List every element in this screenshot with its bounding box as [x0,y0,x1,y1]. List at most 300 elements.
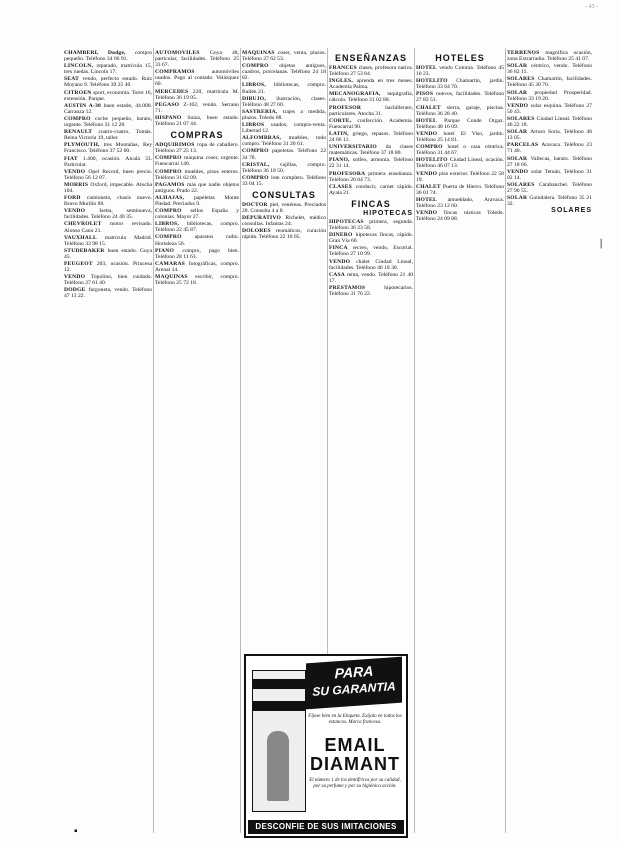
column-1 [64,50,152,840]
ad-text: Guindalera. Teléfono 35 21 32. [507,195,592,208]
ad-text: matrícula Madrid. Teléfono 33 98 15. [64,234,152,247]
ad-text: clases, profesora nativa. Teléfono 27 53 84. [329,65,413,78]
classified-ad [329,157,413,169]
classified-ad [64,90,152,102]
ad-text: camioneta, chasis nuevo. Bravo Murillo 88. [64,195,152,208]
ad-text: compro, pago bien. Teléfono 28 11 63. [155,247,239,260]
classified-ad [64,142,152,154]
brand-line-2: DIAMANT [310,754,400,774]
ad-list [507,50,592,207]
ad-text: nuevos, facilidades. Teléfono 27 83 51. [416,91,504,104]
classified-ad [155,50,239,68]
column-rule [505,48,506,833]
ad-keyword: SOLAR [507,63,531,70]
classified-ad [416,157,504,169]
registration-mark-icon: ▪ [322,828,326,839]
ad-keyword: INGLES, [329,78,357,85]
classified-ad [329,184,413,196]
classified-ad [416,144,504,156]
ad-keyword: VENDO [329,258,357,265]
column-3 [242,50,326,650]
ad-keyword: SOLARES [507,181,539,188]
classified-ad [507,116,592,128]
ad-text: reumáticos, curación rápida. Teléfono 22 10 05. [242,228,326,241]
ad-text: usados, compra-venta. Libertad 12. [242,122,326,135]
classified-ad [416,65,504,77]
ad-text: máquina coser, urgente. Fuencarral 140. [155,155,239,168]
ad-keyword: MECANOGRAFIA, [329,91,388,98]
ad-keyword: CHALET [416,183,443,190]
ad-keyword: HOTELITO [416,157,450,164]
classified-ad [242,162,326,174]
ad-keyword: VENDO [507,168,532,175]
ad-text: magnífica ocasión, zona Extrarradio. Teléfono 25 41 07. [507,50,592,63]
classified-ad [64,169,152,181]
classified-ad [155,221,239,233]
ad-text: compro pequeño. Teléfono 34 66 91. [64,50,152,63]
classified-ad [507,76,592,88]
classified-ad [329,91,413,103]
section-heading-hoteles: HOTELES [435,53,485,63]
classified-ad [64,235,152,247]
ad-keyword: PIANO [155,247,183,254]
classified-ad [64,63,152,75]
classified-ad [416,91,504,103]
classified-ad [416,197,504,209]
ad-keyword: DODGE [64,287,89,294]
classified-ad [329,171,413,183]
ad-text: hipotecarios. Teléfono 31 76 22. [329,284,413,297]
ad-text: Suiza, buen estado. Teléfono 21 07 44. [155,114,239,128]
ad-keyword: CASA [329,271,347,278]
ad-text: Oxford, impecable. Atocha 104. [64,181,152,194]
ad-list [329,65,413,196]
ad-keyword: MORRIS [64,181,91,188]
ad-text: piso exterior. Teléfono 22 58 19. [416,170,504,183]
ad-list [242,50,326,187]
classified-ad [242,109,326,121]
classified-ad [329,259,413,271]
soldier-figure-illustration [267,731,289,801]
section-heading-compras: COMPRAS [170,130,224,141]
ad-keyword: PROFESOR [329,104,386,111]
column-5 [416,50,504,840]
ad-text: papeletas. Teléfono 22 34 78. [242,148,326,161]
classified-ad [507,169,592,181]
ad-keyword: CAMARAS [155,260,189,267]
ad-keyword: FRANCES [329,65,359,71]
ad-keyword: FORD [64,195,87,202]
section-heading-consultas: CONSULTAS [252,189,316,200]
ad-keyword: HOTEL [416,117,445,124]
classified-ad [242,215,326,227]
classified-ad [64,129,152,141]
ad-text: solar esquina. Teléfono 27 50 43. [507,102,592,115]
ad-text: ropa de caballero. Teléfono 27 25 13. [155,142,239,155]
ad-text: Carabanchel. Teléfono 27 90 55. [507,181,592,194]
ad-text: Vallecas, barato. Teléfono 27 18 66. [507,155,592,168]
ad-text: piel, venéreas. Preciados 20. Consulta 4 a 8. [242,201,326,215]
ad-keyword: SOLAR [507,155,531,162]
ad-keyword: VENDO [416,130,444,137]
ad-text: 203, ocasión. Princesa 12. [64,261,152,274]
ad-keyword: HOTEL [416,65,440,71]
classified-ad [64,182,152,194]
ad-keyword: STUDEBAKER [64,247,108,254]
ad-text: hipotecas fincas, rápido. Gran Vía 60. [329,232,413,245]
classified-ad [329,105,413,117]
ad-keyword: DOCTOR [242,201,270,208]
registration-mark-icon: | [600,238,603,249]
classified-ad [507,156,592,168]
page-corner-mark: - 43 - [585,4,598,10]
ad-list [64,50,152,300]
ad-keyword: VENDO [416,210,444,217]
ad-text: hotel El Viso, jardín. Teléfono 25 14 81. [416,130,504,144]
ad-keyword: LIBROS, [242,82,275,89]
ad-keyword: CORTE, [329,117,358,124]
classified-ad [155,234,239,246]
classified-ad [329,65,413,77]
ad-text: aprenda en tres meses. Academia Palma. [329,78,413,91]
ad-keyword: DEPURATIVO [242,215,286,222]
ad-text: Chamartín, jardín. Teléfono 33 64 70. [416,78,504,91]
ad-list [155,142,239,286]
classified-ad [155,248,239,260]
ad-text: bibliotecas, compro. Bailén 21. [242,82,326,95]
ad-keyword: TERRENOS [507,50,546,56]
ad-blurb: Fíjese bien en la Etiqueta. Exíjalo en todos los estancos. Marca francesa. [308,714,402,725]
classified-ad [242,122,326,134]
classified-ad [155,261,239,273]
classified-ad [416,131,504,143]
classified-ad [155,274,239,286]
classified-ad [416,171,504,183]
ad-keyword: CHALET [416,104,447,111]
ad-keyword: VENDO [64,208,100,215]
ad-text: lote completo. Teléfono 33 04 15. [242,174,326,187]
ad-keyword: HISPANO [155,114,188,121]
ad-list [242,202,326,241]
ad-keyword: VENDO [64,168,89,175]
ad-list [416,65,504,222]
ad-text: solar Tetuán. Teléfono 31 02 14. [507,168,592,181]
ad-text: fincas rústicas Toledo. Teléfono 24 09 88. [416,210,504,223]
ad-text: Opel Record, buen precio. Teléfono 56 12 07. [64,168,152,181]
ad-keyword: ALFOMBRAS, [242,135,289,142]
classified-ad [64,116,152,128]
ad-text: 220, matrícula M. Teléfono 36 19 05. [155,88,239,101]
section-heading-ensenanzas: ENSEÑANZAS [334,53,407,63]
ad-keyword: CITROEN [64,89,94,96]
ad-text: coche pequeño, barato, urgente. Teléfono 31 12 28. [64,115,152,129]
ad-keyword: DIBUJO, [242,95,277,102]
ad-text: Topolino, bien cuidado. Teléfono 27 61 40. [64,274,152,287]
ad-list [329,219,413,297]
classified-ad [329,219,413,231]
ad-text: Isetta, seminueva, facilidades. Teléfono 24 40 35. [64,208,152,221]
ad-text: Aravaca. Teléfono 23 71 40. [507,142,592,155]
ad-keyword: VENDO [416,170,439,177]
classified-ad [329,232,413,244]
ad-text: hotel o casa céntrica. Teléfono 31 44 67. [416,144,504,157]
ad-keyword: LIBROS [242,122,271,129]
ad-keyword: PISOS [416,91,437,98]
ad-keyword: COMPRO [242,148,273,155]
ad-keyword: MAQUINAS [155,274,196,280]
ad-text: Puerta de Hierro. Teléfono 36 01 74. [416,183,504,196]
classified-ad [329,272,413,284]
ad-text: objetos antiguos, cuadros, porcelanas. Teléfono 24 18 82. [242,63,326,82]
classified-ad [242,148,326,160]
column-4 [329,50,413,650]
ad-text: aparatos radio. Hortaleza 56. [155,234,239,247]
ad-keyword: LINCOLN, [64,63,97,70]
ad-text: Richelet, médico consultas. Infantas 24. [242,215,326,228]
ad-text: automóviles usados. Pago al contado. Velázquez 60. [155,69,239,88]
ad-keyword: CHAMBERI, Dodge, [64,50,135,56]
classified-ad [155,208,239,220]
classified-ad [329,144,413,156]
ad-keyword: FINCA [329,245,353,252]
ad-keyword: RENAULT [64,129,99,136]
classified-ad [155,195,239,207]
classified-ad [242,96,326,108]
ad-keyword: SEAT [64,76,83,83]
ad-keyword: DINERO [329,232,356,239]
ad-keyword: COMPRO [242,63,280,70]
classified-ad [155,155,239,167]
classified-ad [329,131,413,143]
ad-keyword: CLASES [329,183,356,190]
section-heading-solares: SOLARES [551,207,592,215]
ad-text: sellos España y colonias. Mayor 27. [155,208,239,221]
ad-keyword: HIPOTECAS [329,218,370,225]
box-stripe [253,679,305,689]
ad-keyword: SOLARES [507,115,537,122]
ad-text: confección. Academia. Fuencarral 90. [329,117,413,130]
classified-ad [155,102,239,114]
ad-keyword: HOTEL [416,196,448,203]
ad-keyword: PEGASO [155,101,184,108]
ad-keyword: COMPRO [416,144,448,151]
ad-text: reparado, matrícula 15, tres ruedas. Lincoln 17. [64,63,152,76]
ad-text: muebles, pisos enteros. Teléfono 31 62 09. [155,168,239,181]
classified-ad [242,63,326,81]
ad-text: chalet Ciudad Lineal, facilidades. Teléfono 46 18 30. [329,258,413,271]
ad-text: vendo, perfecto estado. Ruiz Moyano 9. Teléfono 39 25 40. [64,76,152,89]
ad-text: vajillas, compro. Teléfono 36 18 50. [242,161,326,174]
classified-ad [64,50,152,62]
ad-text: taquigrafía, cálculo. Teléfono 31 02 88. [329,91,413,104]
classified-ad [416,184,504,196]
ad-keyword: CHEVROLET [64,221,110,228]
classified-ad [64,195,152,207]
toothpaste-box-illustration [252,670,306,812]
ad-text: renta, vendo. Teléfono 21 40 17. [329,271,413,284]
ad-text: Arturo Soria. Teléfono 46 13 05. [507,129,592,142]
section-heading-fincas: FINCAS [351,198,391,209]
ad-text: da clases matemáticas. Teléfono 37 18 80. [329,144,413,157]
ad-list [155,50,239,127]
ad-text: primera, segunda. Teléfono 36 23 58. [329,218,413,232]
banner-line-1: PARA [334,662,374,682]
column-2 [155,50,239,840]
ad-text: solfeo, armonía. Teléfono 22 31 14. [329,157,413,170]
classified-ad [507,142,592,154]
ad-description: El número 1 de los dentífricos por su calidad, por su perfume y por su higiénica acción. [309,778,401,789]
classified-ad [155,182,239,194]
ad-keyword: DOLORES [242,228,276,235]
banner-line-2: SU GARANTIA [312,679,396,699]
classified-ad [64,76,152,88]
classified-ad [507,129,592,141]
classified-ad [155,142,239,154]
ad-keyword: LATIN, [329,130,353,137]
ad-keyword: SOLAR [507,129,531,136]
classified-ad [416,105,504,117]
column-6 [507,50,592,840]
classified-ad [329,78,413,90]
classified-ad [64,156,152,168]
classified-ad [64,248,152,260]
classified-ad [242,135,326,147]
classified-ad [155,69,239,87]
ad-keyword: FIAT [64,155,83,162]
ad-keyword: PAGAMOS [155,181,187,188]
ad-keyword: AUSTIN A-30 [64,102,104,109]
classified-ad [329,245,413,257]
classified-ad [242,50,326,62]
classified-ad [329,118,413,130]
classified-ad [64,274,152,286]
ad-brand [308,736,402,774]
classified-ad [155,89,239,101]
ad-text: cuatro-cuatro, Tomás. Reina Victoria 19, taller. [64,129,152,142]
ad-keyword: HOTELITO [416,78,457,85]
ad-keyword: VENDO [507,102,531,109]
classified-ad [416,78,504,90]
ad-text: motor revisado. Alonso Cano 21. [64,221,152,234]
ad-keyword: ALHAJAS, [155,194,194,201]
ad-keyword: PRESTAMOS [329,284,385,291]
ad-text: sierra, garaje, piscina. Teléfono 36 28 40. [416,104,504,117]
ad-keyword: SOLAR [507,195,530,202]
ad-keyword: PARCELAS [507,142,542,149]
classified-ad [64,221,152,233]
ad-text: buen estado. Goya 45. [64,247,152,260]
ad-text: sport, economía. Torre 16, extensión. Parque. [64,89,152,102]
classified-ad [507,90,592,102]
ad-keyword: MAQUINAS [242,50,278,56]
classified-ad [64,287,152,299]
classified-ad [329,285,413,297]
ad-text: muebles, todo compro. Teléfono 31 20 61. [242,135,326,148]
ad-text: escribir, compro. Teléfono 25 72 18. [155,274,239,287]
ad-keyword: COMPRO [64,115,95,122]
column-rule [153,48,154,833]
classified-ad [507,63,592,75]
ad-text: bibliotecas, compro. Teléfono 22 45 87. [155,221,239,234]
ad-text: Goya 48, particular, facilidades. Teléfono 25 33 67. [155,50,239,69]
ad-text: amueblado, Aravaca. Teléfono 23 12 60. [416,196,504,209]
ad-keyword: COMPRO [155,234,195,241]
ad-text: ilustración, clases. Teléfono 48 27 60. [242,95,326,108]
ad-keyword: PEUGEOT [64,261,97,267]
classified-ad [155,115,239,127]
ad-text: recreo, vendo, Escorial. Teléfono 27 10 99. [329,245,413,258]
section-heading-hipotecas: HIPOTECAS [363,209,413,217]
ad-text: vendo Colonia. Teléfono 45 10 23. [416,65,504,78]
classified-ad [416,118,504,130]
box-stripe [253,701,305,711]
ad-text: más que nadie objetos antiguos. Prado 22. [155,181,239,194]
ad-keyword: UNIVERSITARIO [329,144,386,151]
classified-ad [64,261,152,273]
ad-keyword: ADQUIRIMOS [155,142,198,149]
ad-text: propiedad Prosperidad. Teléfono 33 19 20. [507,89,592,102]
ad-keyword: PROFESORA [329,170,369,177]
ad-keyword: AUTOMOVILES [155,50,210,56]
classified-ad [64,103,152,115]
classified-ad [416,210,504,222]
ad-keyword: MERCEDES [155,88,193,95]
registration-mark-icon: ▪ [74,826,78,837]
classified-ad [242,175,326,187]
ad-text: bachillerato, particulares. Atocha 31. [329,104,413,117]
ad-text: primera enseñanza. Teléfono 26 04 73. [329,170,413,183]
ad-keyword: COMPRO [242,174,272,181]
brand-line-1: EMAIL [324,735,386,755]
ad-text: Chamartín, facilidades. Teléfono 45 30 76. [507,76,592,89]
ad-banner [306,657,402,710]
ad-keyword: VAUXHALL [64,234,105,241]
ad-text: céntrico, vendo. Teléfono 36 82 11. [507,63,592,76]
classified-ad [507,103,592,115]
ad-text: Ciudad Lineal, ocasión. Teléfono 46 07 13. [416,157,504,170]
ad-keyword: VENDO [64,274,91,281]
ad-keyword: PLYMOUTH, [64,142,104,149]
ad-text: Ciudad Lineal. Teléfono 46 22 18. [507,115,592,129]
classified-ad [242,82,326,94]
column-rule [240,48,241,833]
ad-text: Z-102, vendo. Serrano 71. [155,101,239,114]
ad-text: Parque Conde Orgaz. Teléfono 48 16 09. [416,117,504,130]
column-rule [414,48,415,833]
ad-keyword: LIBROS, [155,221,188,228]
ad-text: buen estado, 44.000. Carranza 12. [64,102,152,115]
ad-keyword: COMPRO [155,155,185,162]
ad-keyword: COMPRAMOS [155,69,212,76]
ad-text: tres Montañas, Rey Francisco. Teléfono 37 52 00. [64,142,152,155]
ad-text: fotográficas, compro. Arenal 14. [155,260,239,273]
ad-keyword: COMPRO [155,168,185,175]
ad-text: furgoneta, vendo. Teléfono 47 13 22. [64,287,152,300]
ad-text: conducir, carnet rápido. Ayala 21. [329,183,413,196]
ad-footer: DESCONFIE DE SUS IMITACIONES [248,820,404,834]
classified-ad [507,182,592,194]
classified-ad [242,202,326,214]
ad-text: coser, venta, plazos. Teléfono 27 62 53. [242,50,326,63]
ad-keyword: COMPRO [155,208,191,215]
ad-text: papeletas Monte Piedad. Preciados 9. [155,194,239,207]
classified-ad [155,169,239,181]
ad-keyword: SOLARES [507,76,539,83]
ad-keyword: CRISTAL, [242,161,280,168]
classified-ad [64,208,152,220]
ad-keyword: SASTRERIA, [242,108,283,115]
email-diamant-advertisement [244,654,408,838]
